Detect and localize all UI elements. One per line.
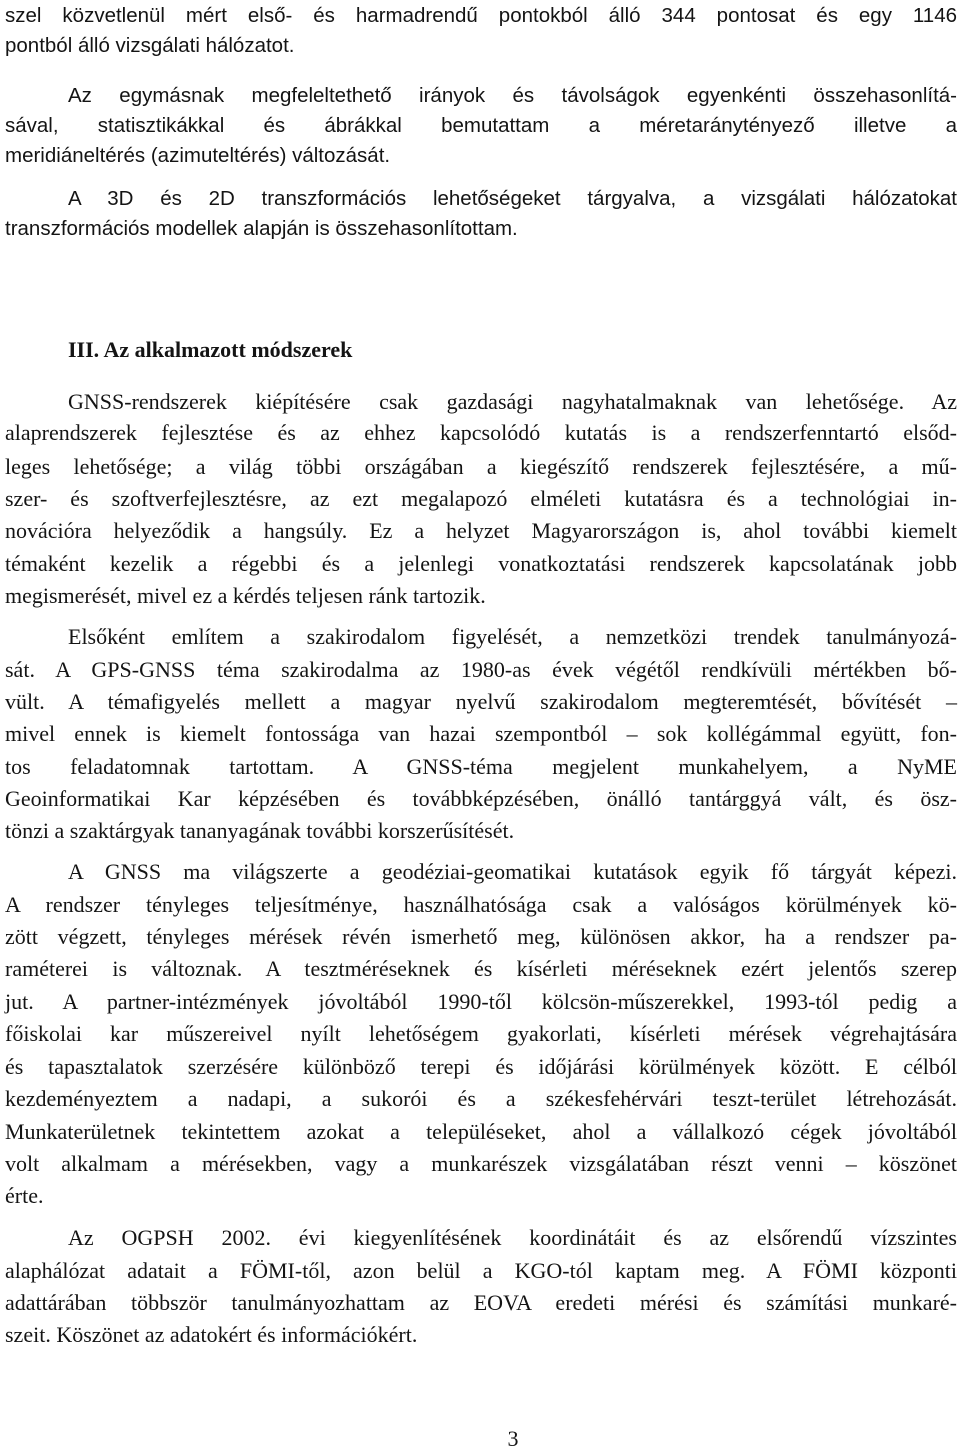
text-line: kezdeményeztem a nadapi, a sukorói és a székesfehérvári teszt-terület létrehozását. (5, 1086, 957, 1111)
section-heading: III. Az alkalmazott módszerek (68, 337, 353, 362)
text-line: alaprendszerek fejlesztése és az ehhez kapcsolódó kutatás is a rendszerfenntartó elsőd- (5, 420, 957, 445)
text-line: A 3D és 2D transzformációs lehetőségeket tárgyalva, a vizsgálati hálózatokat (68, 187, 957, 210)
text-line: sával, statisztikákkal és ábrákkal bemutattam a méretaránytényező illetve a (5, 114, 957, 137)
text-line: megismerését, mivel ez a kérdés teljesen ránk tartozik. (5, 583, 486, 608)
text-line: érte. (5, 1183, 44, 1208)
text-line: zött végzett, tényleges mérések révén ismerhető meg, különösen akkor, ha a rendszer pa- (5, 924, 957, 949)
text-line: GNSS-rendszerek kiépítésére csak gazdasági nagyhatalmaknak van lehetősége. Az (68, 389, 957, 414)
text-line: szeit. Köszönet az adatokért és információkért. (5, 1322, 418, 1347)
text-line: adattárában többször tanulmányozhattam az EOVA eredeti mérési és számítási munkaré- (5, 1290, 957, 1315)
text-line: A rendszer tényleges teljesítménye, használhatósága csak a valóságos körülmények kö- (5, 892, 957, 917)
text-line: Elsőként említem a szakirodalom figyelését, a nemzetközi trendek tanulmányozá- (68, 624, 957, 649)
text-line: tönzi a szaktárgyak tananyagának további korszerűsítését. (5, 818, 515, 843)
text-line: transzformációs modellek alapján is összehasonlítottam. (5, 217, 518, 240)
text-line: vült. A témafigyelés mellett a magyar nyelvű szakirodalom megteremtését, bővítését – (5, 689, 957, 714)
text-line: sát. A GPS-GNSS téma szakirodalma az 1980-as évek végétől rendkívüli mértékben bő- (5, 657, 957, 682)
text-line: volt alkalmam a mérésekben, vagy a munkarészek vizsgálatában részt venni – köszönet (5, 1151, 957, 1176)
text-line: Az egymásnak megfeleltethető irányok és távolságok egyenkénti összehasonlítá- (68, 84, 957, 107)
text-line: jut. A partner-intézmények jóvoltából 1990-től kölcsön-műszerekkel, 1993-tól pedig a (5, 989, 957, 1014)
text-line: főiskolai kar műszereivel nyílt lehetőségem gyakorlati, kísérleti mérések végrehajtására (5, 1021, 957, 1046)
text-line: Geoinformatikai Kar képzésében és továbbképzésében, önálló tantárggyá vált, és ösz- (5, 786, 957, 811)
text-line: novációra helyeződik a hangsúly. Ez a helyzet Magyarországon is, ahol további kiemelt (5, 518, 957, 543)
text-line: témaként kezelik a régebbi és a jelenlegi vonatkoztatási rendszerek kapcsolatának jobb (5, 551, 957, 576)
text-line: és tapasztalatok szerzésére különböző terepi és időjárási körülmények között. E célból (5, 1054, 957, 1079)
text-line: meridiáneltérés (azimuteltérés) változását. (5, 144, 391, 167)
text-line: Munkaterületnek tekintettem azokat a településeket, ahol a vállalkozó cégek jóvoltából (5, 1119, 957, 1144)
text-line: raméterei is változnak. A tesztméréseknek és kísérleti méréseknek ezért jelentős szerep (5, 956, 957, 981)
text-line: Az OGPSH 2002. évi kiegyenlítésének koordinátáit és az elsőrendű vízszintes (68, 1225, 957, 1250)
text-line: tos feladatomnak tartottam. A GNSS-téma megjelent munkahelyem, a NyME (5, 754, 957, 779)
text-line: leges lehetősége; a világ többi országában a kiegészítő rendszerek fejlesztésére, a mű- (5, 454, 957, 479)
text-line: A GNSS ma világszerte a geodéziai-geomatikai kutatások egyik fő tárgyát képezi. (68, 859, 957, 884)
text-line: szer- és szoftverfejlesztésre, az ezt megalapozó elméleti kutatásra és a technológiai in- (5, 486, 957, 511)
text-line: mivel ennek is kiemelt fontossága van hazai szempontból – sok kollégámmal együtt, fon- (5, 721, 957, 746)
text-line: szel közvetlenül mért első- és harmadrendű pontokból álló 344 pontosat és egy 1146 (5, 4, 957, 27)
text-line: pontból álló vizsgálati hálózatot. (5, 34, 295, 57)
text-line: alaphálózat adatait a FÖMI-től, azon belül a KGO-tól kaptam meg. A FÖMI központi (5, 1258, 957, 1283)
page-number: 3 (507, 1426, 519, 1451)
